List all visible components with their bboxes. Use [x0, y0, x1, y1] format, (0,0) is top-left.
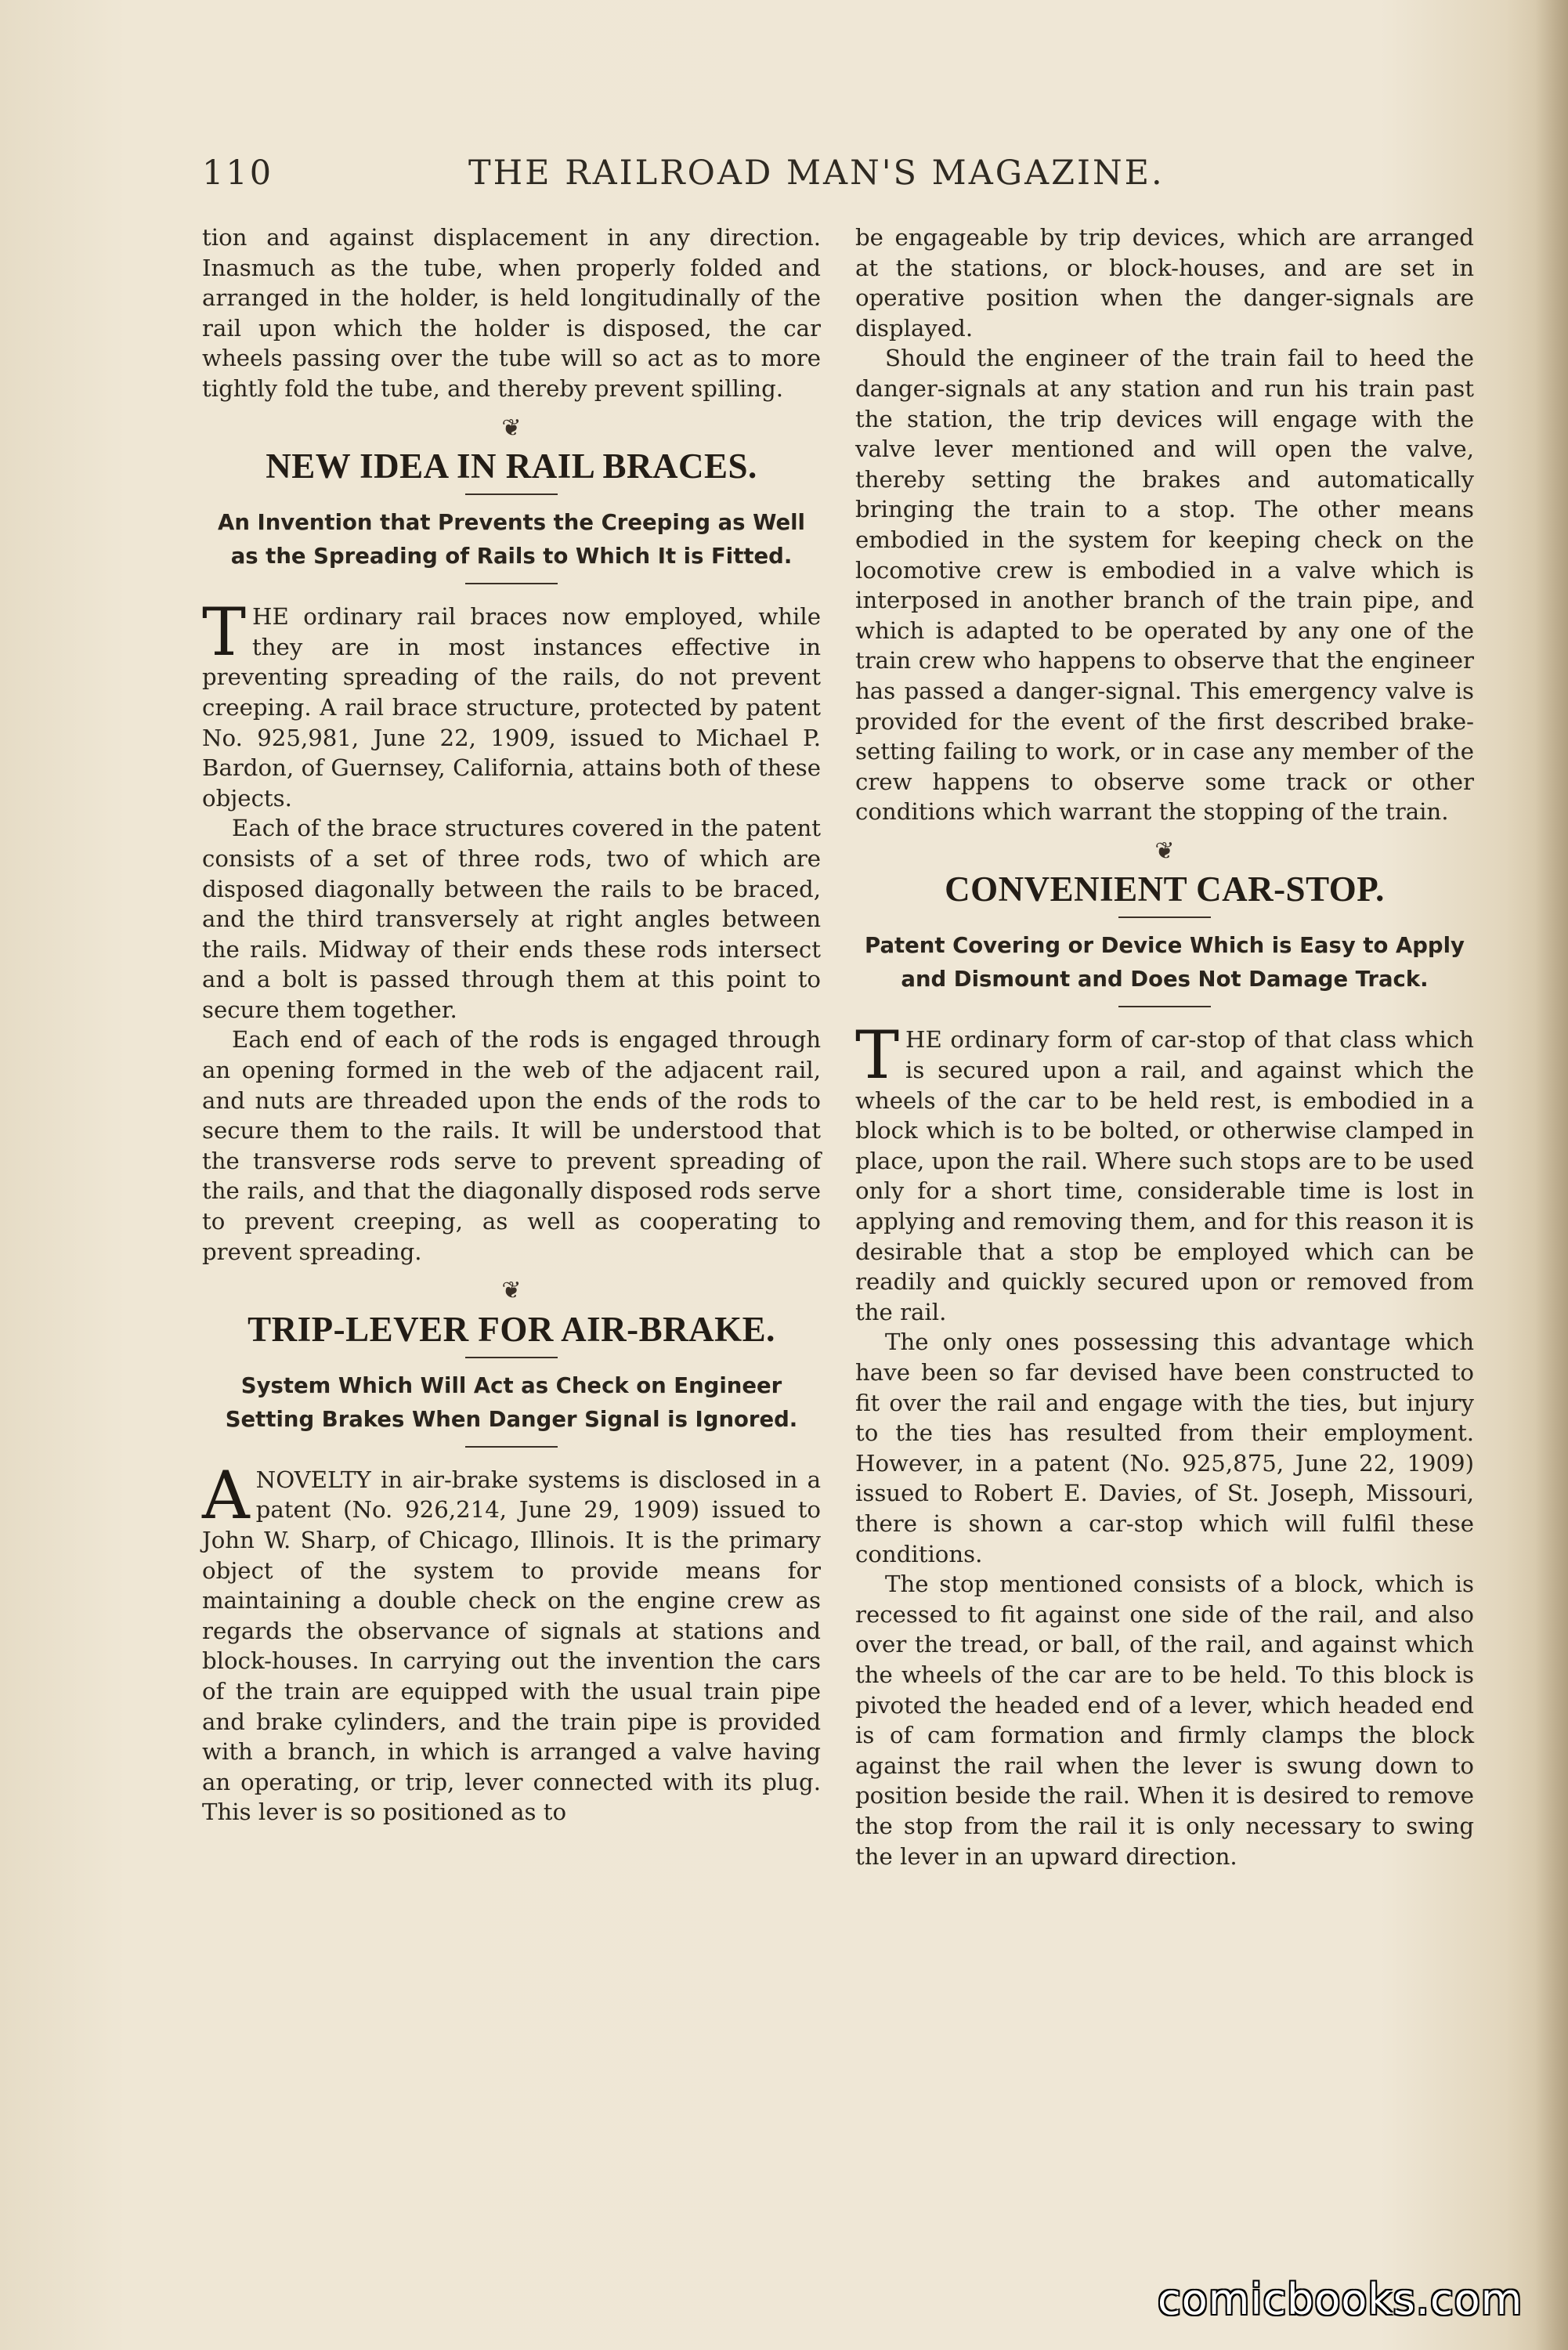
page-edge-shadow — [1535, 0, 1568, 2350]
paragraph-text: HE ordinary form of car-stop of that class which is secured upon a rail, and against which the wheels of the car to be held rest, is embodied in a block which is to be bolted, or otherwise clamped in place, upon the rail. Where such stops are to be used only for a short time, considerable time is lost in applying and removing them, and for this reason it is desirable that a stop be employed which can be readily and quickly secured upon or removed from the rail. — [855, 1026, 1474, 1325]
intro-paragraph: tion and against displacement in any direction. Inasmuch as the tube, when properly folded and arranged in the holder, is held longitudinally of the rail upon which the holder is disposed, the car wheels passing over the tube will so act as to more tightly fold the tube, and thereby prevent spilling. — [202, 224, 821, 402]
article-paragraph — [202, 594, 821, 813]
article-headline-trip-lever: TRIP-LEVER FOR AIR-BRAKE. — [247, 1309, 775, 1349]
article-headline-rail-braces: NEW IDEA IN RAIL BRACES. — [266, 446, 757, 486]
continued-paragraph: be engageable by trip devices, which are arranged at the stations, or block-houses, and are set in operative position when the danger-signals are displayed. — [855, 224, 1474, 342]
drop-cap: T — [855, 1017, 900, 1094]
drop-cap: A — [202, 1456, 250, 1534]
article-paragraph — [202, 1456, 821, 1828]
article-paragraph: Each end of each of the rods is engaged through an opening formed in the web of the adjacent rail, and nuts are threaded upon the ends of the rods to secure them to the rails. It will be understood that the transverse rods serve to prevent spreading of the rails, and that the diagonally disposed rods serve to prevent creeping, as well as cooperating to prevent spreading. — [202, 1026, 821, 1265]
ornament-icon: ❦ — [501, 414, 522, 442]
drop-cap: T — [202, 594, 247, 671]
article-paragraph — [855, 1017, 1474, 1327]
divider-rule — [1118, 1006, 1211, 1007]
watermark: comicbooks.com — [1158, 2275, 1523, 2324]
article-deck-rail-braces: An Invention that Prevents the Creeping as Well as the Spreading of Rails to Which It is Fitted. — [218, 510, 805, 569]
divider-rule — [465, 494, 558, 495]
divider-rule — [465, 1357, 558, 1358]
right-column — [855, 222, 1474, 1871]
article-deck-trip-lever: System Which Will Act as Check on Engineer Setting Brakes When Danger Signal is Ignored. — [225, 1372, 798, 1432]
paragraph-text: NOVELTY in air-brake systems is disclosed in a patent (No. 926,214, June 29, 1909) issued to John W. Sharp, of Chicago, Illinois. It is the primary object of the system to provide means for maintaining a double check on the engine crew as regards the observance of signals at stations and block-houses. In carrying out the invention the cars of the train are equipped with the usual train pipe and brake cylinders, and the train pipe is provided with a branch, in which is arranged a valve having an operating, or trip, lever connected with its plug. This lever is so positioned as to — [202, 1466, 821, 1826]
ornament-icon: ❦ — [501, 1277, 522, 1305]
article-paragraph: Each of the brace structures covered in the patent consists of a set of three rods, two of which are disposed diagonally between the rails to be braced, and the third transversely at right angles between the rails. Midway of their ends these rods intersect and a bolt is passed through them at this point to secure them together. — [202, 815, 821, 1023]
magazine-title: THE RAILROAD MAN'S MAGAZINE. — [468, 154, 1165, 193]
ornament-icon: ❦ — [1154, 837, 1175, 865]
divider-rule — [465, 1446, 558, 1448]
article-deck-car-stop: Patent Covering or Device Which is Easy to Apply and Dismount and Does Not Damage Track. — [865, 933, 1465, 992]
article-headline-car-stop: CONVENIENT CAR-STOP. — [945, 870, 1385, 909]
article-paragraph: The only ones possessing this advantage which have been so far devised have been constructed to fit over the rail and engage with the ties, but injury to the ties has resulted from their employment. However, in a patent (No. 925,875, June 22, 1909) issued to Robert E. Davies, of St. Joseph, Missouri, there is shown a car-stop which will fulfil these conditions. — [855, 1329, 1474, 1567]
left-column — [202, 222, 821, 1828]
article-paragraph: Should the engineer of the train fail to heed the danger-signals at any station and run his train past the station, the trip devices will engage with the valve lever mentioned and will open the valve, thereby setting the brakes and automatically bringing the train to a stop. The other means embodied in the system for keeping check on the locomotive crew is embodied in a valve which is interposed in another branch of the train pipe, and which is adapted to be operated by any one of the train crew who happens to observe that the engineer has passed a danger-signal. This emergency valve is provided for the event of the first described brake-setting failing to work, or in case any member of the crew happens to observe some track or other conditions which warrant the stopping of the train. — [855, 345, 1474, 826]
article-paragraph: The stop mentioned consists of a block, which is recessed to fit against one side of the rail, and also over the tread, or ball, of the rail, and against which the wheels of the car are to be held. To this block is pivoted the headed end of a lever, which headed end is of cam formation and firmly clamps the block against the rail when the lever is swung down to position beside the rail. When it is desired to remove the stop from the rail it is only necessary to swing the lever in an upward direction. — [855, 1571, 1474, 1870]
divider-rule — [1118, 916, 1211, 918]
paragraph-text: HE ordinary rail braces now employed, while they are in most instances effective in preventing spreading of the rails, do not prevent creeping. A rail brace structure, protected by patent No. 925,981, June 22, 1909, issued to Michael P. Bardon, of Guernsey, California, attains both of these objects. — [202, 603, 821, 812]
page-number: 110 — [202, 154, 274, 193]
divider-rule — [465, 583, 558, 584]
